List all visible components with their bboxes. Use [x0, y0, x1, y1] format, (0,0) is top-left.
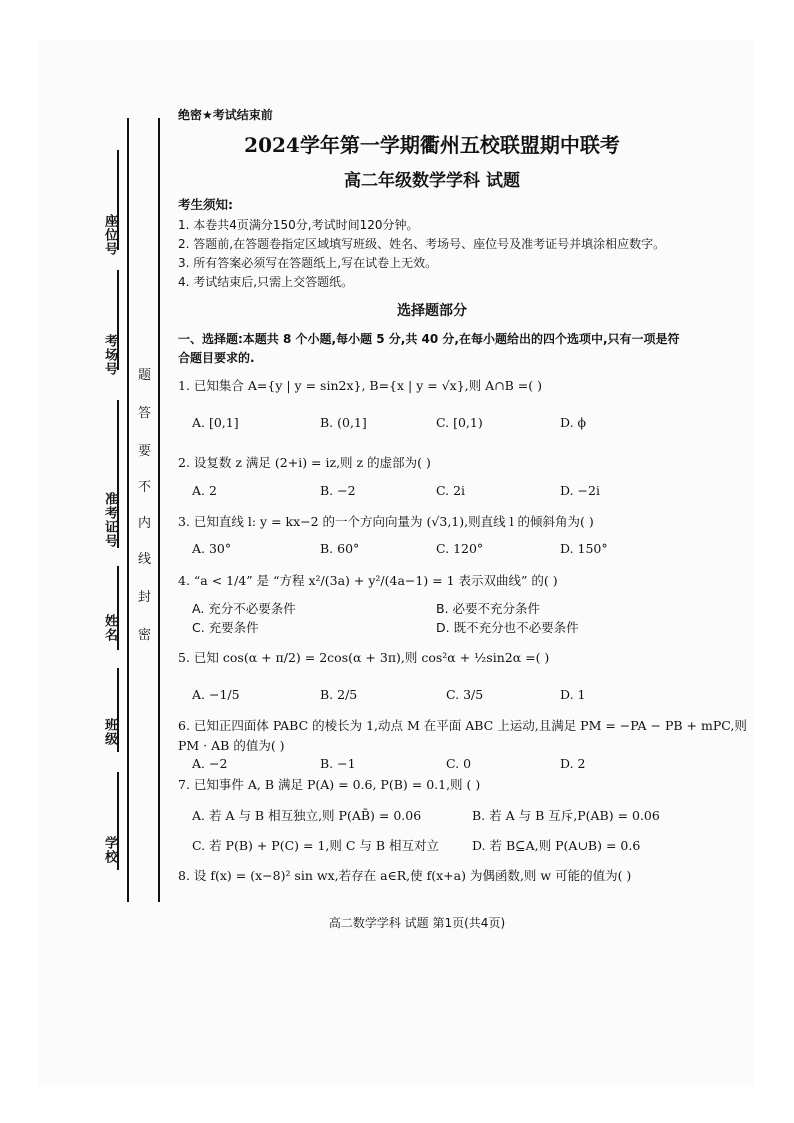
question-4-option: C. 充要条件 [192, 620, 259, 635]
question-1-stem: 1. 已知集合 A={y | y = sin2x}, B={x | y = √x},则 A∩B =( ) [178, 378, 542, 393]
field-seat-number-line [117, 150, 119, 250]
seal-char: 不 [138, 480, 152, 495]
field-exam-room: 考场号 [102, 334, 117, 376]
question-6-stem-continued: PM · AB 的值为( ) [178, 738, 285, 753]
seal-char: 线 [138, 552, 152, 567]
question-3-stem: 3. 已知直线 l: y = kx−2 的一个方向向量为 (√3,1),则直线 l 的倾斜角为( ) [178, 514, 594, 529]
question-5-option: A. −1/5 [192, 687, 240, 702]
question-7-option: D. 若 B⊆A,则 P(A∪B) = 0.6 [472, 838, 641, 853]
question-7-option: A. 若 A 与 B 相互独立,则 P(AB̄) = 0.06 [192, 808, 422, 823]
field-admission-number-line [117, 400, 119, 548]
field-school: 学校 [102, 836, 117, 864]
question-6-option: A. −2 [192, 756, 228, 771]
question-6-option: C. 0 [446, 756, 472, 771]
seal-char: 答 [138, 406, 152, 421]
notice-item: 4. 考试结束后,只需上交答题纸。 [178, 275, 354, 289]
seal-char: 封 [138, 590, 152, 605]
exam-title: 2024学年第一学期衢州五校联盟期中联考 [244, 133, 620, 157]
field-seat-number: 座位号 [102, 214, 117, 256]
question-3-option: A. 30° [192, 541, 232, 556]
notice-item: 1. 本卷共4页满分150分,考试时间120分钟。 [178, 218, 419, 232]
question-7-option: C. 若 P(B) + P(C) = 1,则 C 与 B 相互对立 [192, 838, 440, 853]
question-4-option: B. 必要不充分条件 [436, 601, 541, 616]
notice-item: 3. 所有答案必须写在答题纸上,写在试卷上无效。 [178, 256, 438, 270]
question-7-stem: 7. 已知事件 A, B 满足 P(A) = 0.6, P(B) = 0.1,则 ( ) [178, 777, 481, 792]
question-2-stem: 2. 设复数 z 满足 (2+i) = iz,则 z 的虚部为( ) [178, 455, 431, 470]
question-3-option: B. 60° [320, 541, 360, 556]
question-4-option: A. 充分不必要条件 [192, 601, 296, 616]
field-admission-number: 准考证号 [102, 492, 117, 548]
page-footer: 高二数学学科 试题 第1页(共4页) [328, 916, 506, 930]
question-5-stem: 5. 已知 cos(α + π/2) = 2cos(α + 3π),则 cos²α + ½sin2α =( ) [178, 650, 550, 665]
field-name: 姓名 [102, 614, 117, 642]
question-4-stem: 4. “a < 1/4” 是 “方程 x²/(3a) + y²/(4a−1) = 1 表示双曲线” 的( ) [178, 573, 558, 588]
field-class: 班级 [102, 718, 117, 746]
section-intro: 合题目要求的. [178, 351, 255, 365]
seal-char: 密 [138, 628, 152, 643]
seal-char: 题 [138, 368, 152, 383]
notice-item: 2. 答题前,在答题卷指定区域填写班级、姓名、考场号、座位号及准考证号并填涂相应数字。 [178, 237, 666, 251]
section-intro: 一、选择题:本题共 8 个小题,每小题 5 分,共 40 分,在每小题给出的四个选项中,只有一项是符 [178, 332, 680, 346]
field-class-line [117, 668, 119, 752]
question-8-stem: 8. 设 f(x) = (x−8)² sin wx,若存在 a∈R,使 f(x+a) 为偶函数,则 w 可能的值为( ) [178, 868, 632, 883]
question-2-option: B. −2 [320, 483, 356, 498]
question-6-option: D. 2 [560, 756, 586, 771]
binding-line-inner [158, 118, 160, 902]
confidential-mark: 绝密★考试结束前 [178, 108, 273, 122]
seal-char: 内 [138, 516, 152, 531]
question-2-option: D. −2i [560, 483, 600, 498]
question-2-option: A. 2 [192, 483, 217, 498]
question-4-option: D. 既不充分也不必要条件 [436, 620, 579, 635]
field-exam-room-line [117, 270, 119, 370]
question-7-option: B. 若 A 与 B 互斥,P(AB) = 0.06 [472, 808, 660, 823]
field-school-line [117, 772, 119, 870]
seal-char: 要 [138, 444, 152, 459]
question-1-option: B. (0,1] [320, 415, 367, 430]
question-6-option: B. −1 [320, 756, 356, 771]
question-1-option: D. ϕ [560, 415, 587, 430]
question-3-option: D. 150° [560, 541, 608, 556]
field-name-line [117, 566, 119, 650]
question-6-stem: 6. 已知正四面体 PABC 的棱长为 1,动点 M 在平面 ABC 上运动,且满足 PM = −PA − PB + mPC,则 [178, 718, 747, 733]
question-5-option: B. 2/5 [320, 687, 358, 702]
notice-heading: 考生须知: [178, 197, 233, 212]
question-5-option: C. 3/5 [446, 687, 484, 702]
question-5-option: D. 1 [560, 687, 586, 702]
question-3-option: C. 120° [436, 541, 484, 556]
section-title: 选择题部分 [397, 303, 467, 319]
binding-line-outer [127, 118, 129, 902]
question-2-option: C. 2i [436, 483, 466, 498]
question-1-option: A. [0,1] [192, 415, 239, 430]
exam-subtitle: 高二年级数学学科 试题 [344, 171, 520, 191]
question-1-option: C. [0,1) [436, 415, 483, 430]
